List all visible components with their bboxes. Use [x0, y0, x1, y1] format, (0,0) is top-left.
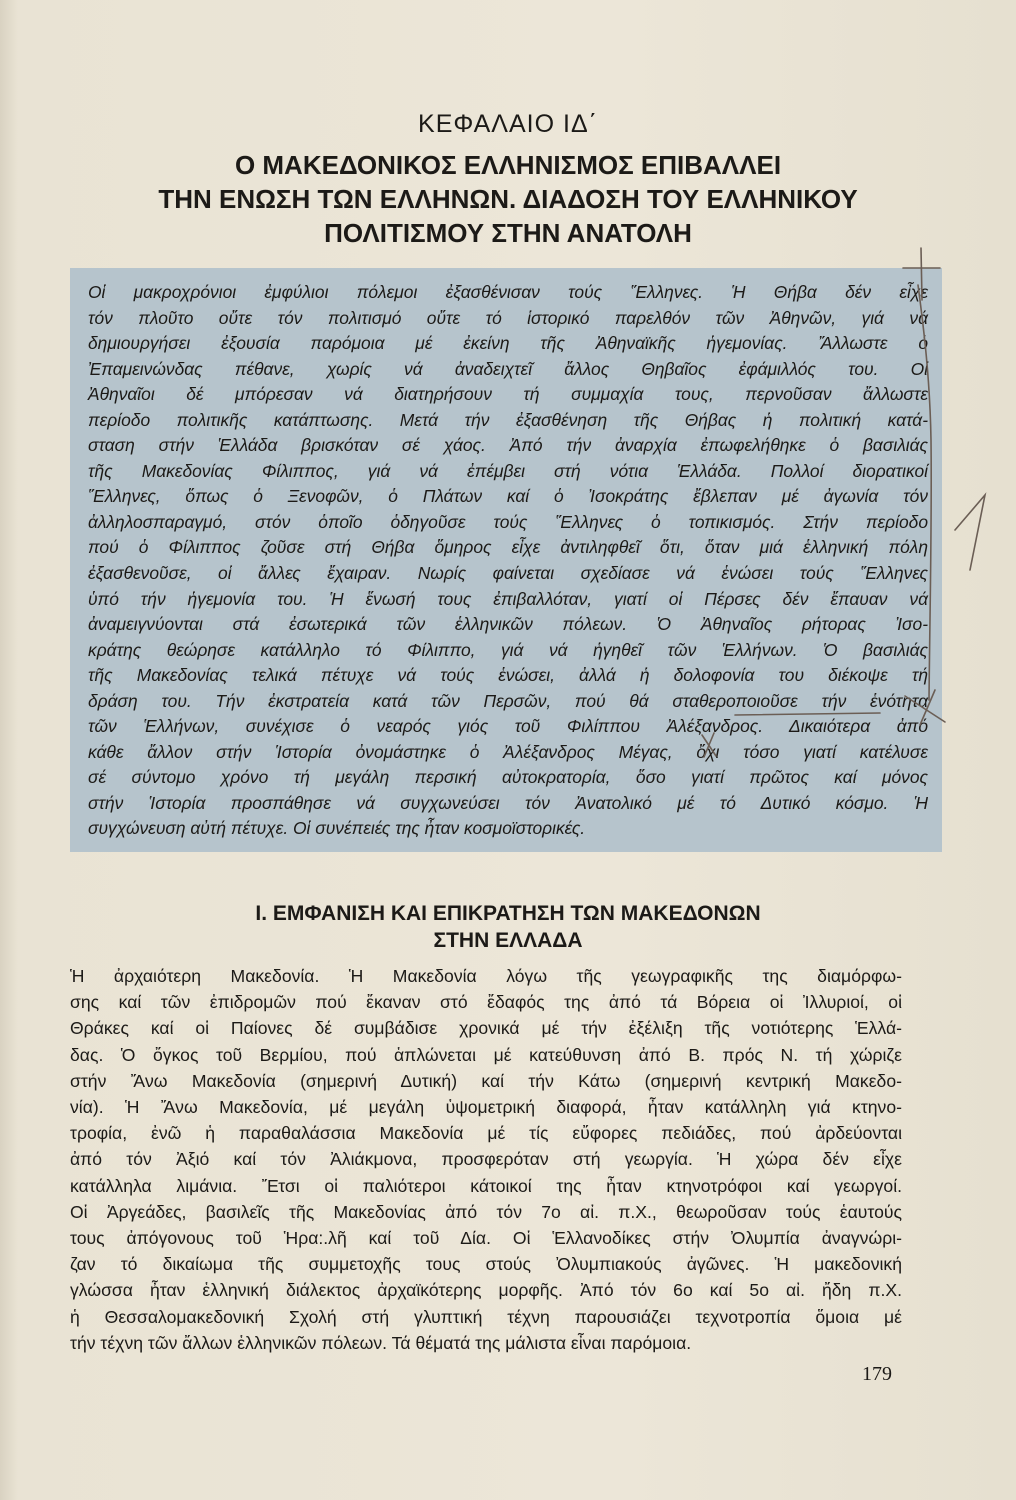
summary-line: ἐξασθενοῦσε, οἱ ἄλλες ἔχαιραν. Νωρίς φαίνεται σχεδίασε νά ἑνώσει τούς Ἕλληνες — [88, 563, 928, 584]
summary-line: ἀναμειγνύονται στά ἐσωτερικά τῶν ἑλληνικῶν πόλεων. Ὁ Ἀθηναῖος ρήτορας Ἰσο- — [88, 614, 928, 635]
section-title-line: Ι. ΕΜΦΑΝΙΣΗ ΚΑΙ ΕΠΙΚΡΑΤΗΣΗ ΤΩΝ ΜΑΚΕΔΟΝΩΝ — [255, 902, 761, 925]
chapter-title — [70, 148, 946, 250]
summary-line: σταση στήν Ἑλλάδα βρισκόταν σέ χάος. Ἀπό τήν ἀναρχία ἐπωφελήθηκε ὁ βασιλιάς — [88, 435, 928, 456]
summary-line: τῆς Μακεδονίας Φίλιππος, γιά νά ἐπέμβει στή νότια Ἑλλάδα. Πολλοί διορατικοί — [88, 460, 928, 481]
section-title — [70, 900, 946, 954]
body-line: νία). Ἡ Ἄνω Μακεδονία, μέ μεγάλη ὑψομετρική διαφορά, ἦταν κατάλληλη γιά κτηνο- — [70, 1097, 902, 1118]
summary-line: τόν πλοῦτο οὔτε τόν πολιτισμό οὔτε τό ἱστορικό παρελθόν τῶν Ἀθηνῶν, γιά νά — [88, 307, 928, 328]
summary-line: σέ σύντομο χρόνο τή μεγάλη περσική αὐτοκρατορία, ὅσο γιατί πρῶτος καί μόνος — [88, 767, 928, 788]
section-title-line: ΣΤΗΝ ΕΛΛΑΔΑ — [433, 929, 583, 952]
lead-heading: Ἡ ἀρχαιότερη Μακεδονία. — [70, 966, 320, 986]
body-line: κατάλληλα λιμάνια. Ἔτσι οἱ παλιότεροι κάτοικοί της ἦταν κτηνοτρόφοι καί γεωργοί. — [70, 1175, 902, 1196]
body-line: τήν τέχνη τῶν ἄλλων ἑλληνικῶν πόλεων. Τά θέματά της μάλιστα εἶναι παρόμοια. — [70, 1332, 692, 1353]
body-line: δας. Ὁ ὄγκος τοῦ Βερμίου, πού ἁπλώνεται μέ κατεύθυνση ἀπό Β. πρός Ν. τή χώριζε — [70, 1044, 902, 1065]
chapter-title-line: ΠΟΛΙΤΙΣΜΟΥ ΣΤΗΝ ΑΝΑΤΟΛΗ — [324, 218, 692, 248]
summary-line: τῆς Μακεδονίας τελικά πέτυχε νά τούς ἑνώσει, ἀλλά ἡ δολοφονία του διέκοψε τή — [88, 665, 928, 686]
summary-line: συγχώνευση αὐτή πέτυχε. Οἱ συνέπειές της ἦταν κοσμοϊστορικές. — [88, 818, 586, 839]
summary-text — [88, 280, 928, 842]
summary-line: ὑπό τήν ἡγεμονία του. Ἡ ἕνωσή τους ἐπιβαλλόταν, γιατί οἱ Πέρσες δέν ἔπαυαν νά — [88, 588, 928, 609]
summary-line: Ἀθηναῖοι δέ μπόρεσαν νά διατηρήσουν τή συμμαχία τους, περνοῦσαν ἄλλωστε — [88, 384, 928, 405]
summary-line: ἀλληλοσπαραγμό, στόν ὁποῖο ὁδηγοῦσε τούς Ἕλληνες ὁ τοπικισμός. Στήν περίοδο — [88, 511, 928, 532]
page-number: 179 — [862, 1363, 892, 1385]
body-text — [70, 963, 902, 1356]
body-line: στήν Ἄνω Μακεδονία (σημερινή Δυτική) καί τήν Κάτω (σημερινή κεντρική Μακεδο- — [70, 1070, 902, 1091]
chapter-title-line: Ο ΜΑΚΕΔΟΝΙΚΟΣ ΕΛΛΗΝΙΣΜΟΣ ΕΠΙΒΑΛΛΕΙ — [234, 150, 782, 180]
summary-line: Οἱ μακροχρόνιοι ἐμφύλιοι πόλεμοι ἐξασθένισαν τούς Ἕλληνες. Ἡ Θήβα δέν εἶχε — [88, 282, 928, 302]
body-line — [70, 963, 902, 989]
summary-line: στήν Ἱστορία προσπάθησε νά συγχωνεύσει τόν Ἀνατολικό μέ τό Δυτικό κόσμο. Ἡ — [88, 792, 928, 813]
summary-line: πού ὁ Φίλιππος ζοῦσε στή Θήβα ὅμηρος εἶχε ἀντιληφθεῖ ὅτι, ὅταν μιά ἑλληνική πόλη — [88, 537, 928, 558]
body-line: Θράκες καί οἱ Παίονες δέ συμβάδισε χρονικά μέ τήν ἐξέλιξη τῆς νοτιότερης Ἑλλά- — [70, 1018, 902, 1039]
summary-line: Ἕλληνες, ὅπως ὁ Ξενοφῶν, ὁ Πλάτων καί ὁ Ἰσοκράτης ἔβλεπαν μέ ἀγωνία τόν — [88, 486, 928, 507]
summary-line: τῶν Ἑλλήνων, συνέχισε ὁ νεαρός γιός τοῦ Φιλίππου Ἀλέξανδρος. Δικαιότερα ἀπό — [88, 716, 928, 737]
body-line: σης καί τῶν ἐπιδρομῶν πού ἔκαναν στό ἔδαφός της ἀπό τά Βόρεια οἱ Ἰλλυριοί, οἱ — [70, 992, 902, 1013]
summary-line: περίοδο πολιτικῆς κατάπτωσης. Μετά τήν ἐξασθένηση τῆς Θήβας ἡ πολιτική κατά- — [88, 409, 928, 430]
summary-line: δράση του. Τήν ἐκστρατεία κατά τῶν Περσῶν, πού θά σταθεροποιοῦσε τήν ἑνότητα — [88, 690, 928, 711]
body-line: ἡ Θεσσαλομακεδονική Σχολή στή γλυπτική τέχνη παρουσιάζει τεχνοτροπία ὅμοια μέ — [70, 1306, 902, 1327]
summary-line: κράτης θεώρησε κατάλληλο τό Φίλιππο, γιά νά ἡγηθεῖ τῶν Ἑλλήνων. Ὁ βασιλιάς — [88, 639, 928, 660]
body-line: τους ἀπόγονους τοῦ Ἡρα:.λῆ καί τοῦ Δία. Οἱ Ἑλλανοδίκες στήν Ὀλυμπία ἀναγνώρι- — [70, 1228, 902, 1249]
chapter-label: ΚΕΦΑΛΑΙΟ ΙΔ΄ — [418, 110, 598, 138]
chapter-title-line: ΤΗΝ ΕΝΩΣΗ ΤΩΝ ΕΛΛΗΝΩΝ. ΔΙΑΔΟΣΗ ΤΟΥ ΕΛΛΗΝΙΚΟΥ — [158, 184, 858, 214]
summary-line: κάθε ἄλλον στήν Ἱστορία ὀνομάστηκε ὁ Ἀλέξανδρος Μέγας, ὄχι τόσο γιατί κατέλυσε — [88, 741, 928, 762]
summary-line: δημιουργήσει ἐξουσία παρόμοια μέ ἐκείνη τῆς Ἀθηναϊκῆς ἡγεμονίας. Ἄλλωστε ὁ — [88, 333, 928, 354]
body-line-text: Ἡ Μακεδονία λόγω τῆς γεωγραφικῆς της διαμόρφω- — [319, 966, 902, 986]
body-line: τροφία, ἐνῶ ἡ παραθαλάσσια Μακεδονία μέ τίς εὔφορες πεδιάδες, πού ἀρδεύονται — [70, 1123, 902, 1144]
body-line: ἀπό τόν Ἀξιό καί τόν Ἀλιάκμονα, προσφερόταν στή γεωργία. Ἡ χώρα δέν εἶχε — [70, 1149, 902, 1170]
pencil-number-one — [955, 495, 985, 570]
summary-line: Ἐπαμεινώνδας πέθανε, χωρίς νά ἀναδειχτεῖ ἄλλος Θηβαῖος ἐφάμιλλός του. Οἱ — [88, 358, 928, 379]
body-line: Οἱ Ἀργεάδες, βασιλεῖς τῆς Μακεδονίας ἀπό τόν 7ο αἰ. π.Χ., θεωροῦσαν τούς ἑαυτούς — [70, 1201, 902, 1222]
body-line: ζαν τό δικαίωμα τῆς συμμετοχῆς τους στούς Ὀλυμπιακούς ἀγῶνες. Ἡ μακεδονική — [70, 1254, 902, 1275]
body-line: γλώσσα ἦταν ἑλληνική διάλεκτος ἀρχαϊκότερης μορφῆς. Ἀπό τόν 6ο καί 5ο αἰ. ἤδη π.Χ. — [70, 1280, 902, 1301]
